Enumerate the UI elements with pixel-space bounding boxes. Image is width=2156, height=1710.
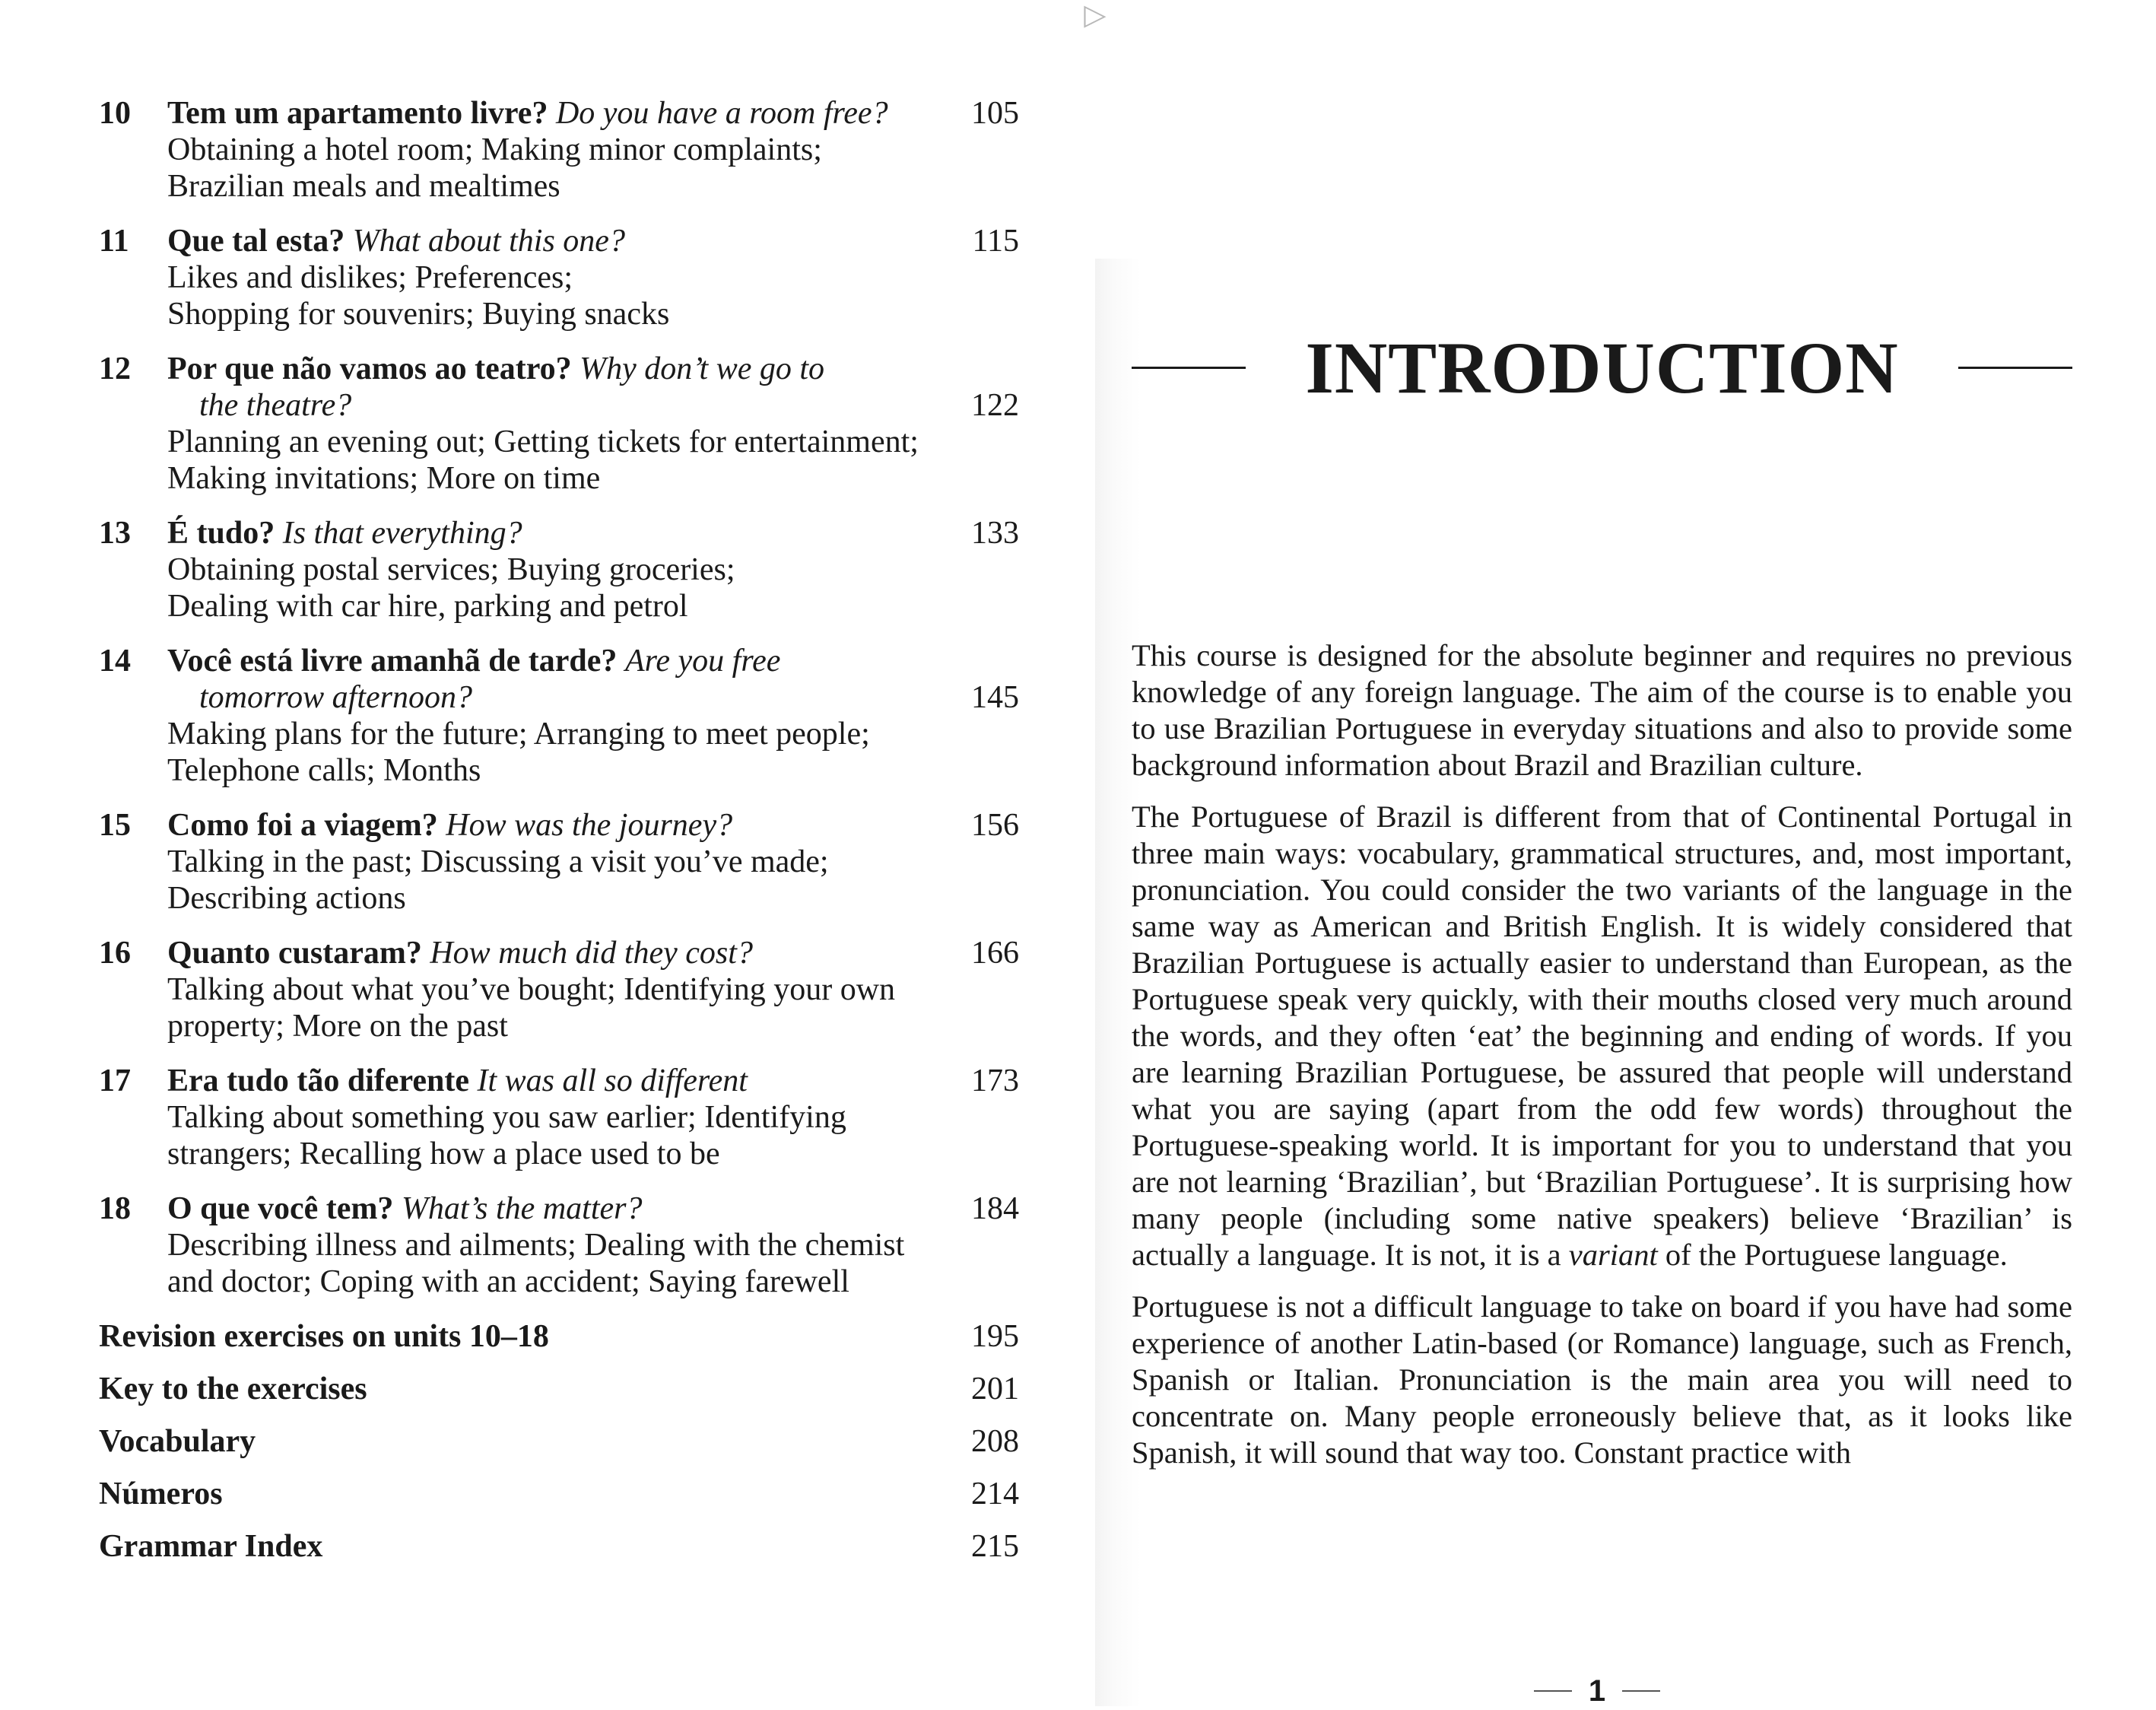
entry-heading-line <box>167 351 824 386</box>
heading-rule-right <box>1958 367 2072 369</box>
unit-title-portuguese: Tem um apartamento livre? <box>167 96 548 131</box>
back-matter-entry <box>99 1371 1019 1407</box>
contents-page <box>0 0 1080 1706</box>
back-matter-title: Key to the exercises <box>99 1371 367 1406</box>
page-number-ref: 133 <box>971 516 1019 551</box>
back-matter-entry <box>99 1476 1019 1512</box>
contents-entry <box>99 351 1019 497</box>
page-number-ref: 214 <box>971 1476 1019 1511</box>
unit-topics-line: Brazilian meals and mealtimes <box>167 169 560 204</box>
contents-entry <box>99 515 1019 625</box>
unit-number: 14 <box>99 644 131 679</box>
unit-number: 18 <box>99 1191 131 1226</box>
unit-topics-line: and doctor; Coping with an accident; Saying farewell <box>167 1264 849 1299</box>
unit-topics-line: Likes and dislikes; Preferences; <box>167 260 573 295</box>
page-number-ref: 166 <box>971 936 1019 971</box>
unit-topics-line: property; More on the past <box>167 1009 508 1044</box>
unit-title-portuguese: Que tal esta? <box>167 224 345 259</box>
unit-title-english: Why don’t we go to <box>579 351 825 386</box>
page-number-ref: 195 <box>971 1319 1019 1354</box>
unit-title-english-continued: tomorrow afternoon? <box>199 680 472 715</box>
unit-topics-line: Shopping for souvenirs; Buying snacks <box>167 297 670 332</box>
contents-entry <box>99 807 1019 917</box>
contents-list <box>99 95 1019 1581</box>
unit-title-portuguese: Era tudo tão diferente <box>167 1063 470 1098</box>
paragraph-text: The Portuguese of Brazil is different from that of Continental Portugal in three main ways: vocabulary, grammatical structures, and, most important, pronunciation. You could consider the two variants of the language in the same way as American and British English. It is widely considered that Brazilian Portuguese is actually easier to understand than European, as the Portuguese speak very quickly, with their mouths closed very much around the words, and they often ‘eat’ the beginning and ending of words. If you are learning Brazilian Portuguese, be assured that people will understand what you are saying (apart from the odd few words) throughout the Portuguese-speaking world. It is important for you to understand that you are not learning ‘Brazilian’, but ‘Brazilian Portuguese’. It is surprising how many people (including some native speakers) believe ‘Brazilian’ is actually a language. It is not, it is a <box>1132 799 2072 1272</box>
footer-rule-right <box>1622 1690 1660 1692</box>
binding-mark: ▷ <box>1084 0 1107 31</box>
entry-heading-line <box>167 516 522 551</box>
contents-entry <box>99 223 1019 332</box>
back-matter-entry <box>99 1318 1019 1355</box>
unit-topics-line: Obtaining a hotel room; Making minor complaints; <box>167 132 822 167</box>
contents-entry <box>99 1063 1019 1172</box>
back-matter-list <box>99 1318 1019 1565</box>
page-number-ref: 208 <box>971 1424 1019 1459</box>
entry-heading-line <box>167 1063 748 1098</box>
paragraph-text: Portuguese is not a difficult language to take on board if you have had some experience of another Latin-based (or Romance) language, such as French, Spanish or Italian. Pronunciation is the main area you will need to concentrate on. Many people erroneously believe that, as it looks like Spanish, it will sound that way too. Constant practice with <box>1132 1289 2072 1470</box>
unit-title-english: How was the journey? <box>446 808 733 843</box>
contents-entry <box>99 1190 1019 1300</box>
unit-topics-line: strangers; Recalling how a place used to be <box>167 1136 720 1171</box>
unit-number: 13 <box>99 516 131 551</box>
page-footer <box>1513 1672 1681 1710</box>
page-number-ref: 184 <box>971 1191 1019 1226</box>
unit-number: 17 <box>99 1063 131 1098</box>
unit-title-portuguese: Por que não vamos ao teatro? <box>167 351 572 386</box>
paragraph-text: of the Portuguese language. <box>1657 1238 2008 1272</box>
back-matter-title: Vocabulary <box>99 1424 256 1459</box>
page-number-ref: 201 <box>971 1371 1019 1406</box>
entry-heading-line <box>167 936 753 971</box>
emphasized-text: variant <box>1568 1238 1658 1272</box>
entry-heading-line <box>167 808 732 843</box>
unit-title-english: Do you have a room free? <box>555 96 888 131</box>
paragraph-text: This course is designed for the absolute beginner and requires no previous knowledge of any foreign language. The aim of the course is to enable you to use Brazilian Portuguese in everyday situations and also to provide some background information about Brazil and Brazilian culture. <box>1132 638 2072 782</box>
unit-topics-line: Talking in the past; Discussing a visit you’ve made; <box>167 844 829 879</box>
introduction-paragraph <box>1132 799 2072 1273</box>
unit-topics-line: Planning an evening out; Getting tickets for entertainment; <box>167 424 919 459</box>
unit-topics-line: Making invitations; More on time <box>167 461 601 496</box>
unit-title-portuguese: Quanto custaram? <box>167 936 422 971</box>
unit-list <box>99 95 1019 1300</box>
page-number-ref: 122 <box>971 388 1019 423</box>
page-number-ref: 156 <box>971 808 1019 843</box>
entry-heading-line <box>167 644 780 679</box>
unit-number: 10 <box>99 96 131 131</box>
page-number-ref: 145 <box>971 680 1019 715</box>
contents-entry <box>99 95 1019 205</box>
unit-title-english: It was all so different <box>477 1063 748 1098</box>
unit-number: 16 <box>99 936 131 971</box>
contents-entry <box>99 935 1019 1044</box>
heading-text: INTRODUCTION <box>1305 326 1899 408</box>
introduction-paragraph <box>1132 637 2072 783</box>
unit-title-portuguese: Como foi a viagem? <box>167 808 438 843</box>
unit-topics-line: Describing illness and ailments; Dealing with the chemist <box>167 1228 905 1263</box>
unit-topics-line: Dealing with car hire, parking and petrol <box>167 589 688 624</box>
unit-title-english: What about this one? <box>352 224 625 259</box>
back-matter-entry <box>99 1423 1019 1460</box>
contents-entry <box>99 643 1019 789</box>
unit-title-english-continued: the theatre? <box>199 388 352 423</box>
back-matter-entry <box>99 1528 1019 1565</box>
heading-rule-left <box>1132 367 1246 369</box>
introduction-heading <box>1132 326 2072 409</box>
unit-title-portuguese: Você está livre amanhã de tarde? <box>167 644 618 679</box>
introduction-paragraph <box>1132 1289 2072 1471</box>
entry-heading-line <box>167 224 625 259</box>
unit-title-portuguese: O que você tem? <box>167 1191 394 1226</box>
unit-topics-line: Talking about something you saw earlier; Identifying <box>167 1100 846 1135</box>
entry-heading-line <box>167 96 888 131</box>
unit-title-english: What’s the matter? <box>401 1191 643 1226</box>
entry-heading-line <box>167 1191 642 1226</box>
footer-rule-left <box>1534 1690 1572 1692</box>
page-number-ref: 215 <box>971 1529 1019 1564</box>
unit-title-english: Are you free <box>624 644 781 679</box>
page-number: 1 <box>1588 1673 1606 1708</box>
unit-topics-line: Talking about what you’ve bought; Identifying your own <box>167 972 896 1007</box>
back-matter-title: Números <box>99 1476 223 1511</box>
unit-title-english: Is that everything? <box>282 516 522 551</box>
unit-topics-line: Making plans for the future; Arranging to meet people; <box>167 717 870 752</box>
unit-number: 12 <box>99 351 131 386</box>
unit-number: 11 <box>99 224 129 259</box>
unit-title-portuguese: É tudo? <box>167 516 275 551</box>
page-number-ref: 115 <box>972 224 1019 259</box>
introduction-body <box>1132 637 2072 1486</box>
unit-topics-line: Telephone calls; Months <box>167 753 481 788</box>
unit-title-english: How much did they cost? <box>430 936 753 971</box>
unit-topics-line: Describing actions <box>167 881 406 916</box>
back-matter-title: Revision exercises on units 10–18 <box>99 1319 549 1354</box>
page-number-ref: 105 <box>971 96 1019 131</box>
back-matter-title: Grammar Index <box>99 1529 323 1564</box>
page-number-ref: 173 <box>971 1063 1019 1098</box>
unit-topics-line: Obtaining postal services; Buying groceries; <box>167 552 735 587</box>
unit-number: 15 <box>99 808 131 843</box>
